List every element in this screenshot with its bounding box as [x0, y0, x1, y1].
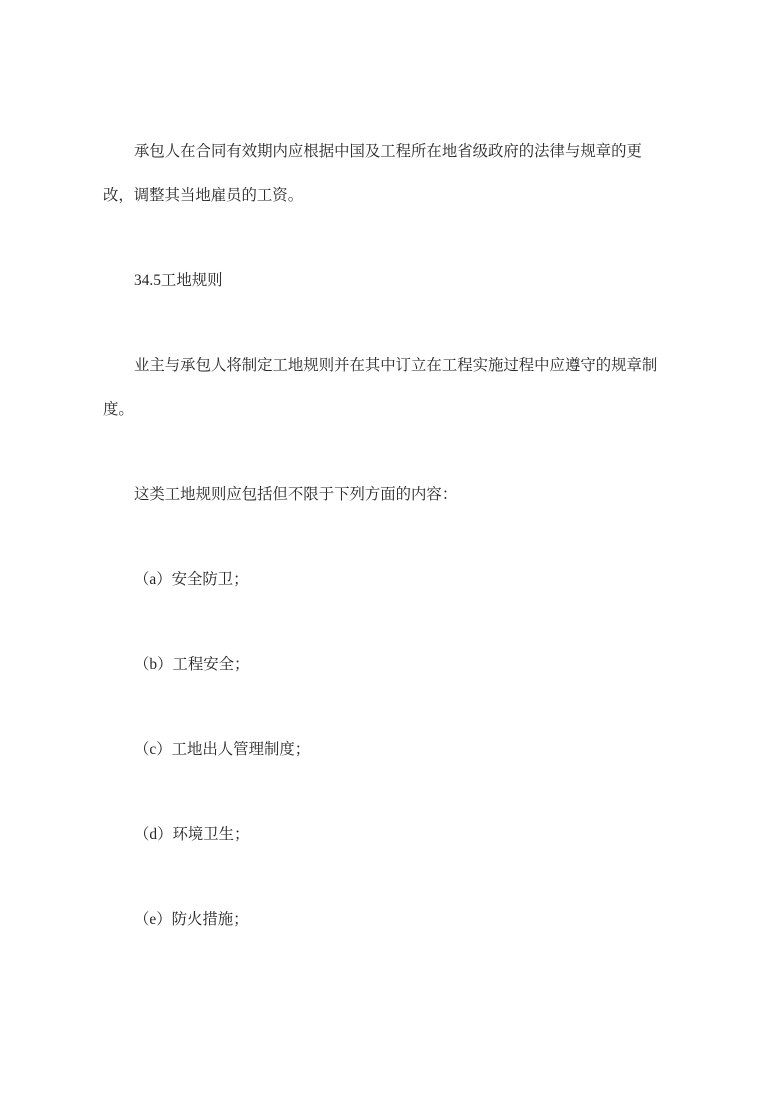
list-item-d-text: （d）环境卫生； [134, 826, 250, 843]
list-item-a [103, 558, 704, 602]
list-item-e [103, 898, 704, 942]
list-item-c [103, 728, 704, 772]
list-item-b [103, 643, 704, 687]
paragraph-rules-scope-intro-text: 这类工地规则应包括但不限于下列方面的内容： [134, 486, 458, 503]
list-item-b-text: （b）工程安全； [134, 656, 250, 673]
paragraph-site-rules-line-2: 度。 [103, 401, 134, 418]
list-item-a-text: （a）安全防卫； [134, 571, 249, 588]
paragraph-wage-adjustment-line-2: 改，调整其当地雇员的工资。 [103, 187, 304, 204]
paragraph-rules-scope-intro [103, 473, 704, 517]
list-item-d [103, 813, 704, 857]
paragraph-site-rules-line-1: 业主与承包人将制定工地规则并在其中订立在工程实施过程中应遵守的规章制 [134, 357, 658, 374]
paragraph-wage-adjustment [103, 130, 704, 218]
list-item-e-text: （e）防火措施； [134, 911, 249, 928]
list-item-c-text: （c）工地出人管理制度； [134, 741, 311, 758]
section-heading-34-5-text: 34.5工地规则 [134, 272, 223, 289]
paragraph-wage-adjustment-line-1: 承包人在合同有效期内应根据中国及工程所在地省级政府的法律与规章的更 [134, 143, 642, 160]
paragraph-site-rules-establishment [103, 344, 704, 432]
section-heading-34-5 [103, 259, 704, 303]
